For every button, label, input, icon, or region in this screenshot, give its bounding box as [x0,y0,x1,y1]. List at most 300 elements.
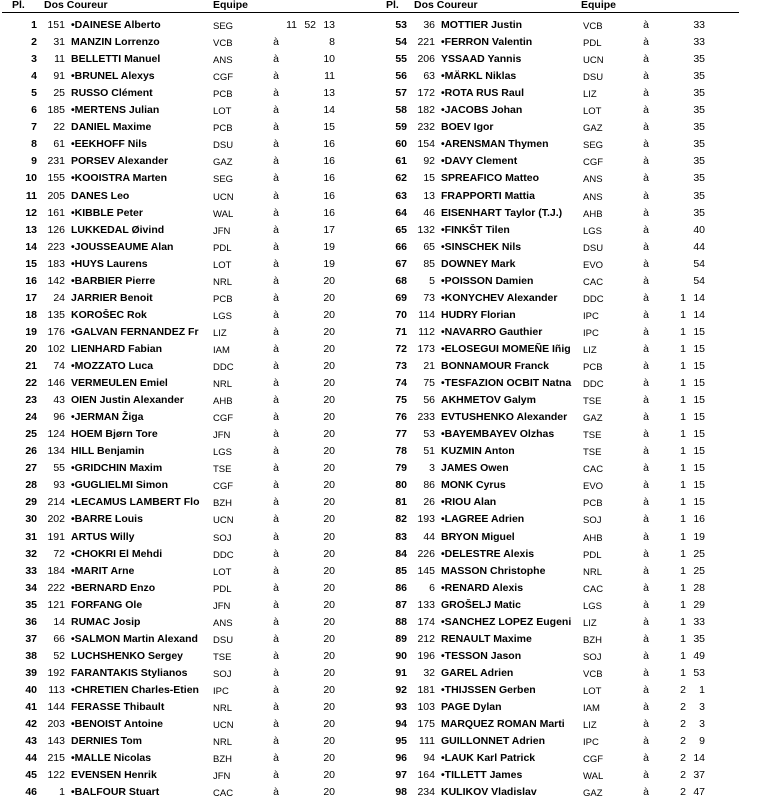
bib-number: 26 [423,496,435,509]
rider-name: •EEKHOFF Nils [71,138,148,151]
gap-prefix: à [273,206,279,219]
rank: 17 [25,291,37,304]
time-minutes: 52 [304,19,316,31]
rank: 13 [25,223,37,236]
time-seconds: 35 [693,632,705,645]
gap-prefix: à [273,701,279,713]
team-code: WAL [213,208,234,220]
gap-prefix: à [273,411,279,424]
bib-number: 6 [429,581,435,594]
gap-prefix: à [643,564,649,577]
gap-prefix: à [643,786,649,799]
table-row [0,613,757,630]
gap-prefix: à [643,752,649,765]
table-row [0,340,757,357]
rider-name: DANES Leo [71,189,130,202]
rider-name: •KONYCHEV Alexander [441,291,558,304]
bib-number: 175 [417,718,435,731]
gap-prefix: à [273,36,279,49]
rider-name: •GRIDCHIN Maxim [71,462,163,475]
gap-prefix: à [273,87,279,100]
rider-name: MONK Cyrus [441,479,506,492]
rider-name: MASSON Christophe [441,564,546,577]
table-row [0,135,757,152]
time-seconds: 20 [323,547,335,560]
time-seconds: 19 [693,530,705,543]
team-code: LIZ [583,617,597,629]
gap-prefix: à [643,70,649,83]
rank: 70 [395,308,407,321]
rank: 4 [31,70,37,83]
rank: 19 [25,325,37,338]
time-seconds: 29 [693,598,705,611]
time-seconds: 15 [693,479,705,492]
rider-name: •BENOIST Antoine [71,718,163,731]
rider-name: •MOZZATO Luca [71,360,154,372]
gap-prefix: à [273,428,279,441]
time-seconds: 15 [693,360,705,372]
rank: 82 [395,513,407,526]
time-seconds: 20 [323,291,335,304]
bib-number: 196 [417,649,435,662]
gap-prefix: à [643,223,649,236]
bib-number: 25 [53,87,65,100]
rank: 33 [25,564,37,577]
time-seconds: 15 [693,377,705,390]
team-code: ANS [583,191,603,203]
team-code: LOT [583,106,602,118]
rank: 77 [395,428,407,441]
time-seconds: 20 [323,513,335,526]
rank: 58 [395,104,407,117]
bib-number: 221 [417,36,435,49]
time-seconds: 20 [323,308,335,321]
bib-number: 142 [47,274,65,287]
time-seconds: 13 [323,87,335,100]
bib-number: 174 [417,615,435,628]
rider-name: •GUGLIELMI Simon [71,479,169,492]
time-seconds: 35 [693,104,705,117]
bib-number: 5 [429,274,435,287]
gap-prefix: à [643,581,649,594]
time-seconds: 47 [693,786,705,799]
team-code: CGF [213,481,234,493]
bib-number: 51 [423,445,435,458]
gap-prefix: à [643,530,649,543]
header-rule [2,12,739,13]
time-seconds: 20 [323,496,335,509]
team-code: EVO [583,259,604,271]
gap-prefix: à [643,53,649,66]
rank: 86 [395,581,407,594]
rank: 98 [395,786,407,799]
time-seconds: 20 [323,752,335,765]
table-row [0,101,757,118]
rider-name: •LECAMUS LAMBERT Flo [71,496,200,509]
time-seconds: 15 [693,462,705,475]
team-code: DSU [213,140,234,152]
rider-name: •MERTENS Julian [71,104,160,117]
rank: 76 [395,411,407,424]
time-seconds: 19 [323,257,335,270]
rank: 75 [395,394,407,407]
bib-number: 63 [423,70,435,83]
table-row [0,545,757,562]
bib-number: 21 [423,360,435,372]
team-code: TSE [583,430,602,442]
rider-name: •RENARD Alexis [441,581,524,594]
team-code: SEG [213,174,234,186]
rider-name: •FERRON Valentin [441,36,533,49]
time-seconds: 20 [323,428,335,441]
rider-name: BELLETTI Manuel [71,53,161,66]
rank: 53 [395,19,407,31]
bib-number: 185 [47,104,65,117]
team-code: VCB [583,668,603,680]
rider-name: OIEN Justin Alexander [71,394,184,407]
rank: 1 [31,19,37,31]
gap-prefix: à [643,325,649,338]
rank: 94 [395,718,407,731]
time-hours: 11 [286,19,297,31]
time-seconds: 20 [323,530,335,543]
rider-name: •LAGREE Adrien [441,513,525,526]
time-minutes: 1 [680,513,686,526]
time-seconds: 33 [693,36,705,49]
gap-prefix: à [273,325,279,338]
time-seconds: 20 [323,445,335,458]
bib-number: 132 [417,223,435,236]
time-seconds: 14 [323,104,335,117]
rank: 83 [395,530,407,543]
gap-prefix: à [643,291,649,304]
team-code: LGS [583,225,603,237]
rider-name: EVENSEN Henrik [71,769,157,782]
bib-number: 203 [47,718,65,731]
rider-name: LUKKEDAL Øivind [71,223,165,236]
gap-prefix: à [643,445,649,458]
gap-prefix: à [273,598,279,611]
team-code: LGS [583,600,603,612]
rider-name: BONNAMOUR Franck [441,360,549,372]
rank: 61 [395,155,407,168]
rank: 27 [25,462,37,475]
rank: 85 [395,564,407,577]
time-seconds: 20 [323,615,335,628]
time-seconds: 35 [693,172,705,185]
time-seconds: 20 [323,786,335,799]
gap-prefix: à [273,445,279,458]
bib-number: 114 [418,308,435,321]
gap-prefix: à [273,240,279,253]
rank: 73 [395,360,407,372]
time-seconds: 20 [323,718,335,731]
header-pl-2: Pl. [386,0,399,11]
team-code: TSE [583,396,602,408]
table-row [0,323,757,340]
team-code: SEG [213,21,234,32]
time-seconds: 20 [323,735,335,748]
rank: 56 [395,70,407,83]
gap-prefix: à [643,649,649,662]
time-seconds: 40 [693,223,705,236]
bib-number: 31 [53,36,65,49]
team-code: LIZ [583,89,597,101]
rider-name: AKHMETOV Galym [441,394,536,407]
gap-prefix: à [273,530,279,543]
bib-number: 111 [419,735,435,748]
rank: 10 [25,172,37,185]
rank: 23 [25,394,37,407]
gap-prefix: à [273,513,279,526]
time-seconds: 14 [693,291,705,304]
rider-name: •TILLETT James [441,769,523,782]
bib-number: 173 [417,342,435,355]
rider-name: •KOOISTRA Marten [71,172,168,185]
time-seconds: 54 [693,257,705,270]
team-code: SOJ [213,532,232,544]
time-minutes: 1 [680,360,686,372]
bib-number: 122 [47,769,65,782]
time-minutes: 1 [680,564,686,577]
time-seconds: 20 [323,479,335,492]
bib-number: 155 [47,172,65,185]
team-code: DSU [583,242,604,254]
time-seconds: 14 [693,752,705,765]
rank: 2 [31,36,37,49]
rank: 71 [395,325,407,338]
bib-number: 72 [53,547,65,560]
time-seconds: 15 [693,325,705,338]
time-minutes: 1 [680,428,686,441]
time-seconds: 20 [323,274,335,287]
rank: 20 [25,342,37,355]
time-seconds: 13 [323,19,335,31]
team-code: IPC [583,310,599,322]
bib-number: 215 [47,752,65,765]
team-code: NRL [583,566,603,578]
time-seconds: 20 [323,377,335,390]
team-code: ANS [213,55,233,67]
bib-number: 181 [417,683,435,696]
gap-prefix: à [643,308,649,321]
gap-prefix: à [273,479,279,492]
gap-prefix: à [643,513,649,526]
rider-name: •MÄRKL Niklas [441,70,517,83]
gap-prefix: à [273,291,279,304]
rider-name: DOWNEY Mark [441,257,516,270]
rider-name: •ARENSMAN Thymen [441,138,549,151]
gap-prefix: à [643,547,649,560]
gap-prefix: à [273,274,279,287]
gap-prefix: à [643,769,649,782]
gap-prefix: à [643,274,649,287]
team-code: IPC [583,327,599,339]
table-row [0,238,757,255]
rank: 68 [395,274,407,287]
time-minutes: 1 [680,530,686,543]
bib-number: 22 [53,121,65,134]
gap-prefix: à [643,19,649,31]
rider-name: BRYON Miguel [441,530,515,543]
rider-name: MANZIN Lorrenzo [71,36,160,49]
bib-number: 182 [417,104,435,117]
rider-name: ARTUS Willy [71,530,135,543]
time-minutes: 1 [680,547,686,560]
rider-name: •BAYEMBAYEV Olzhas [441,428,555,441]
rank: 41 [25,701,37,713]
rider-name: •MALLE Nicolas [71,752,152,765]
time-seconds: 15 [693,445,705,458]
time-minutes: 1 [680,496,686,509]
rider-name: •JERMAN Žiga [71,411,144,424]
rank: 38 [25,649,37,662]
time-seconds: 20 [323,666,335,679]
team-code: LOT [213,566,232,578]
time-seconds: 35 [693,87,705,100]
bib-number: 65 [423,240,435,253]
gap-prefix: à [643,496,649,509]
bib-number: 126 [47,223,65,236]
table-row [0,221,757,238]
table-row [0,442,757,459]
gap-prefix: à [643,683,649,696]
gap-prefix: à [273,496,279,509]
time-minutes: 2 [680,786,686,799]
time-seconds: 8 [329,36,335,49]
rank: 31 [25,530,37,543]
gap-prefix: à [273,615,279,628]
time-seconds: 15 [693,496,705,509]
rider-name: HOEM Bjørn Tore [71,428,158,441]
rank: 57 [395,87,407,100]
rider-name: HILL Benjamin [71,445,145,458]
time-seconds: 35 [693,70,705,83]
team-code: UCN [583,55,604,67]
team-code: CGF [213,72,234,84]
team-code: BZH [583,634,602,646]
bib-number: 121 [47,598,65,611]
rider-name: DERNIES Tom [71,735,142,748]
table-row [0,493,757,510]
gap-prefix: à [273,786,279,799]
time-minutes: 2 [680,683,686,696]
rank: 74 [395,377,407,390]
gap-prefix: à [643,428,649,441]
rider-name: VERMEULEN Emiel [71,377,168,390]
time-seconds: 20 [323,701,335,713]
gap-prefix: à [273,104,279,117]
team-code: ANS [213,617,233,629]
team-code: LGS [213,447,233,459]
rider-name: KUZMIN Anton [441,445,515,458]
rank: 84 [395,547,407,560]
bib-number: 134 [47,445,65,458]
bib-number: 52 [53,649,65,662]
team-code: DDC [213,362,234,373]
team-code: DDC [213,549,234,561]
time-minutes: 2 [680,735,686,748]
rider-name: LUCHSHENKO Sergey [71,649,184,662]
bib-number: 102 [47,342,65,355]
bib-number: 53 [423,428,435,441]
bib-number: 96 [53,411,65,424]
time-seconds: 35 [693,189,705,202]
bib-number: 14 [53,615,65,628]
rank: 30 [25,513,37,526]
gap-prefix: à [273,308,279,321]
table-row [0,698,757,715]
rank: 96 [395,752,407,765]
table-row [0,783,757,800]
table-row [0,664,757,681]
rank: 93 [395,701,407,713]
rank: 81 [395,496,407,509]
bib-number: 172 [417,87,435,100]
rank: 34 [25,581,37,594]
gap-prefix: à [643,121,649,134]
time-seconds: 11 [324,70,335,83]
rider-name: MOTTIER Justin [441,19,523,31]
bib-number: 184 [47,564,65,577]
team-code: NRL [213,379,233,391]
team-code: JFN [213,225,231,237]
rider-name: HUDRY Florian [441,308,516,321]
time-seconds: 20 [323,394,335,407]
rank: 66 [395,240,407,253]
rank: 18 [25,308,37,321]
gap-prefix: à [273,632,279,645]
rider-name: RENAULT Maxime [441,632,532,645]
team-code: NRL [213,737,233,749]
table-row [0,715,757,732]
rider-name: •MARIT Arne [71,564,135,577]
gap-prefix: à [643,666,649,679]
rank: 28 [25,479,37,492]
rank: 92 [395,683,407,696]
gap-prefix: à [273,189,279,202]
time-seconds: 20 [323,360,335,372]
rank: 29 [25,496,37,509]
header-dos-coureur: Dos Coureur [44,0,108,11]
team-code: UCN [213,191,234,203]
time-minutes: 2 [680,752,686,765]
team-code: VCB [213,38,233,50]
time-seconds: 49 [693,649,705,662]
time-seconds: 15 [693,342,705,355]
gap-prefix: à [273,394,279,407]
time-seconds: 16 [323,206,335,219]
bib-number: 94 [423,752,435,765]
rank: 32 [25,547,37,560]
rank: 67 [395,257,407,270]
time-minutes: 1 [680,377,686,390]
rider-name: •DAVY Clement [441,155,518,168]
team-code: SOJ [213,668,232,680]
gap-prefix: à [273,649,279,662]
team-code: JFN [213,430,231,442]
time-minutes: 1 [680,581,686,594]
bib-number: 13 [423,189,435,202]
team-code: CAC [583,583,604,595]
rider-name: FARANTAKIS Stylianos [71,666,188,679]
time-seconds: 16 [323,155,335,168]
rank: 63 [395,189,407,202]
bib-number: 193 [417,513,435,526]
bib-number: 223 [47,240,65,253]
team-code: TSE [213,464,232,476]
table-row [0,289,757,306]
